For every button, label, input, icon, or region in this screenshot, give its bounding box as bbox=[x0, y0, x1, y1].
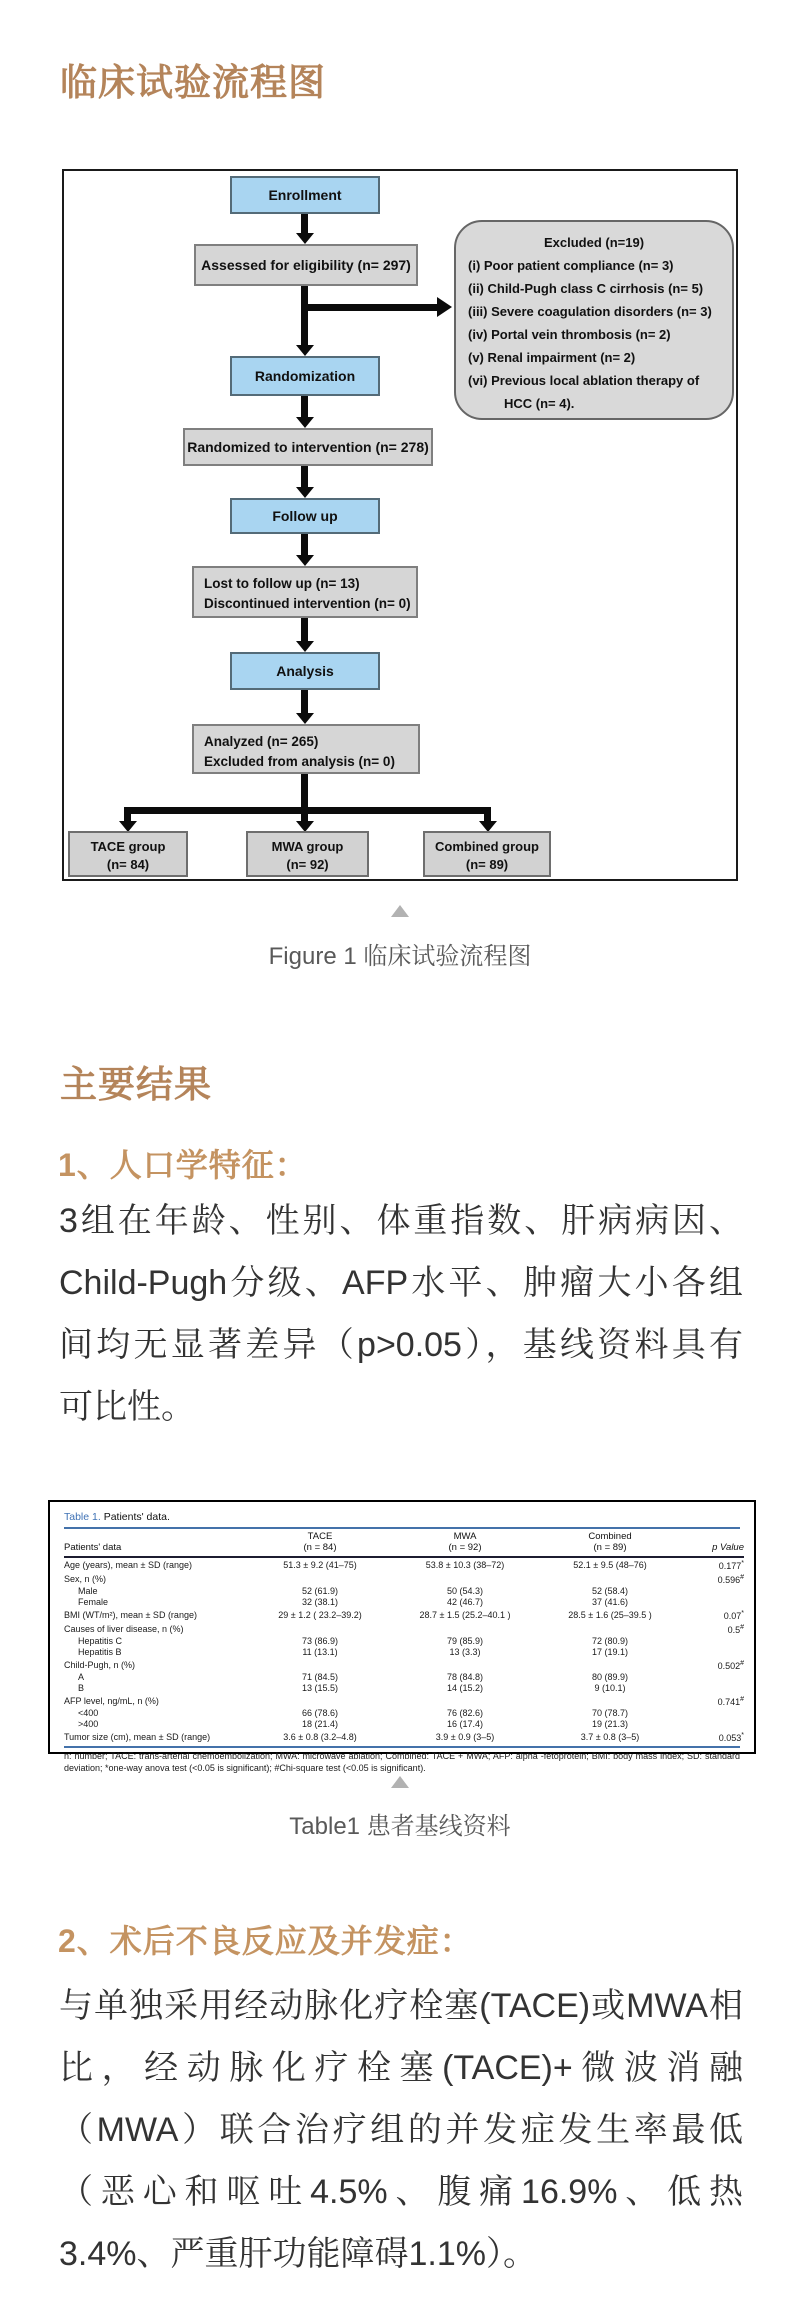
para-line: （MWA）联合治疗组的并发症发生率最低 bbox=[59, 2111, 743, 2149]
collapse-triangle-icon bbox=[391, 905, 409, 917]
flow-branch-line bbox=[304, 304, 437, 311]
flow-arrow-line bbox=[301, 286, 308, 345]
flow-arrowhead bbox=[296, 417, 314, 428]
flow-arrowhead bbox=[296, 555, 314, 566]
para-line: 可比性。 bbox=[59, 1388, 195, 1426]
flow-node-followup: Follow up bbox=[230, 498, 380, 534]
group-name: MWA group bbox=[271, 839, 344, 854]
flow-arrow-line bbox=[301, 534, 308, 555]
table-row: AFP level, ng/mL, n (%) 0.741# bbox=[64, 1695, 744, 1707]
table-number: Table 1. bbox=[64, 1511, 101, 1523]
flow-arrowhead-right bbox=[437, 297, 452, 317]
table-row: Age (years), mean ± SD (range) 51.3 ± 9.2 (41–75) 53.8 ± 10.3 (38–72) 52.1 ± 9.5 (48–76) 0.177* bbox=[64, 1559, 744, 1571]
para-line: 3.4%、严重肝功能障碍1.1%）。 bbox=[59, 2235, 537, 2273]
flow-arrow-line bbox=[301, 214, 308, 233]
paragraph-demographics bbox=[59, 1190, 743, 1438]
group-name: TACE group bbox=[90, 839, 166, 854]
para-line: 间均无显著差异（p>0.05），基线资料具有 bbox=[59, 1326, 743, 1364]
flow-node-enrollment: Enrollment bbox=[230, 176, 380, 214]
group-n: (n= 84) bbox=[106, 857, 150, 872]
flow-node-mwa-group bbox=[246, 831, 369, 877]
flow-node-randomized: Randomized to intervention (n= 278) bbox=[183, 428, 433, 466]
flow-node-assessed: Assessed for eligibility (n= 297) bbox=[194, 244, 418, 286]
flow-arrow-line bbox=[301, 618, 308, 641]
table-row: Female 32 (38.1) 42 (46.7) 37 (41.6) bbox=[78, 1597, 629, 1607]
subheading-demographics: 1、人口学特征： bbox=[58, 1147, 308, 1183]
flow-node-analysis: Analysis bbox=[230, 652, 380, 690]
analyzed-line: Analyzed (n= 265) bbox=[204, 734, 319, 749]
para-line: 比，经动脉化疗栓塞(TACE)+微波消融 bbox=[59, 2049, 743, 2087]
lost-line: Discontinued intervention (n= 0) bbox=[204, 596, 411, 611]
table-row: Sex, n (%) 0.596# bbox=[64, 1573, 744, 1585]
table-row: <400 66 (78.6) 76 (82.6) 70 (78.7) bbox=[78, 1708, 629, 1718]
group-n: (n= 89) bbox=[465, 857, 509, 872]
para-line: Child-Pugh分级、AFP水平、肿瘤大小各组 bbox=[59, 1264, 743, 1302]
flow-arrow-line bbox=[484, 814, 491, 821]
flow-node-analyzed bbox=[192, 724, 420, 774]
table-footnote: n: number; TACE: trans-arterial chemoembolization; MWA: microwave ablation; Combined: TACE + MWA; AFP: alpha -fetoprotein; BMI: body mass index; SD: standard deviation; *one-way anova test (<0.05 is significant); #Chi-square test (<0.05 is significant). bbox=[64, 1746, 740, 1774]
flow-node-tace-group bbox=[68, 831, 188, 877]
para-line: 与单独采用经动脉化疗栓塞(TACE)或MWA相 bbox=[59, 1987, 743, 2025]
collapse-triangle-icon bbox=[391, 1776, 409, 1788]
table-row: Causes of liver disease, n (%) 0.5# bbox=[64, 1623, 744, 1635]
flow-node-lost bbox=[192, 566, 418, 618]
table-row: Hepatitis B 11 (13.1) 13 (3.3) 17 (19.1) bbox=[78, 1647, 629, 1657]
flow-node-combined-group bbox=[423, 831, 551, 877]
table-row: BMI (WT/m²), mean ± SD (range) 29 ± 1.2 ( 23.2–39.2) 28.7 ± 1.5 (25.2–40.1 ) 28.5 ± 1.6 (25–39.5 ) 0.07* bbox=[64, 1609, 744, 1621]
group-n: (n= 92) bbox=[286, 857, 329, 872]
lost-line: Lost to follow up (n= 13) bbox=[204, 576, 360, 591]
subheading-adverse-events: 2、术后不良反应及并发症： bbox=[58, 1923, 473, 1959]
figure-caption: Figure 1 临床试验流程图 bbox=[268, 943, 532, 970]
table-caption: Table1 患者基线资料 bbox=[289, 1813, 511, 1840]
table-row: Child-Pugh, n (%) 0.502# bbox=[64, 1659, 744, 1671]
flow-arrowhead bbox=[296, 641, 314, 652]
excluded-item: (ii) Child-Pugh class C cirrhosis (n= 5) bbox=[468, 281, 704, 296]
flow-arrow-line bbox=[301, 396, 308, 417]
flow-arrowhead bbox=[296, 487, 314, 498]
paragraph-adverse-events bbox=[59, 1975, 743, 2285]
table-row: A 71 (84.5) 78 (84.8) 80 (89.9) bbox=[78, 1672, 629, 1682]
table-row: B 13 (15.5) 14 (15.2) 9 (10.1) bbox=[78, 1683, 626, 1693]
flow-arrow-line bbox=[124, 814, 131, 821]
para-line: 3组在年龄、性别、体重指数、肝病病因、 bbox=[59, 1202, 743, 1240]
patients-table-body bbox=[64, 1557, 744, 1744]
consort-flowchart bbox=[62, 169, 738, 881]
table-header-row bbox=[64, 1529, 744, 1557]
table-title-text: Patients' data. bbox=[100, 1511, 170, 1523]
table-row: >400 18 (21.4) 16 (17.4) 19 (21.3) bbox=[78, 1719, 629, 1729]
table-row: Hepatitis C 73 (86.9) 79 (85.9) 72 (80.9) bbox=[78, 1636, 629, 1646]
page-title: 临床试验流程图 bbox=[60, 60, 326, 104]
excluded-item: (vi) Previous local ablation therapy of bbox=[468, 373, 700, 388]
flow-node-excluded bbox=[454, 220, 734, 420]
excluded-item: HCC (n= 4). bbox=[504, 396, 575, 411]
col-header-tace: TACE (n = 84) bbox=[236, 1529, 404, 1557]
flow-arrow-line bbox=[301, 690, 308, 713]
excluded-item: (iii) Severe coagulation disorders (n= 3) bbox=[468, 304, 712, 319]
table-title bbox=[64, 1511, 740, 1523]
para-line: （恶心和呕吐4.5%、腹痛16.9%、低热 bbox=[59, 2173, 743, 2211]
table-row: Male 52 (61.9) 50 (54.3) 52 (58.4) bbox=[78, 1586, 629, 1596]
excluded-item: (i) Poor patient compliance (n= 3) bbox=[468, 258, 674, 273]
flow-arrow-line bbox=[301, 466, 308, 487]
flow-arrowhead bbox=[296, 345, 314, 356]
excluded-item: (v) Renal impairment (n= 2) bbox=[468, 350, 636, 365]
patients-data-table bbox=[48, 1500, 756, 1773]
col-header-label: Patients' data bbox=[64, 1529, 236, 1557]
col-header-combined: Combined (n = 89) bbox=[526, 1529, 694, 1557]
excluded-title: Excluded (n=19) bbox=[543, 235, 645, 250]
col-header-mwa: MWA (n = 92) bbox=[404, 1529, 526, 1557]
results-heading: 主要结果 bbox=[60, 1062, 212, 1106]
flow-arrowhead bbox=[296, 233, 314, 244]
flow-arrowhead bbox=[296, 713, 314, 724]
analyzed-line: Excluded from analysis (n= 0) bbox=[204, 754, 395, 769]
col-header-pvalue: p Value bbox=[694, 1529, 744, 1557]
table-row: Tumor size (cm), mean ± SD (range) 3.6 ± 0.8 (3.2–4.8) 3.9 ± 0.9 (3–5) 3.7 ± 0.8 (3–5) 0.053* bbox=[64, 1731, 744, 1743]
excluded-item: (iv) Portal vein thrombosis (n= 2) bbox=[468, 327, 671, 342]
flow-arrow-line bbox=[301, 814, 308, 821]
group-name: Combined group bbox=[435, 839, 539, 854]
flow-split-line bbox=[124, 807, 491, 814]
flow-node-randomization: Randomization bbox=[230, 356, 380, 396]
